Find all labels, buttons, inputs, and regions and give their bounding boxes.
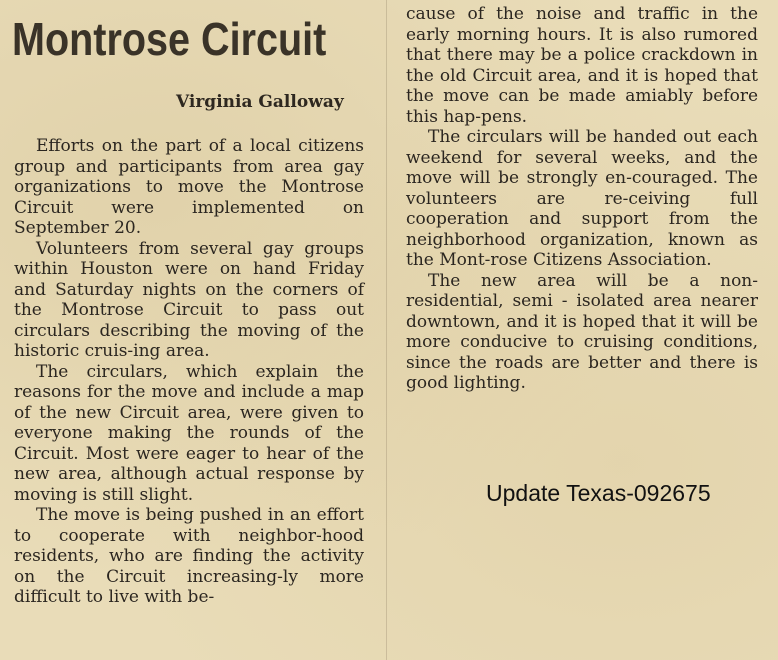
paragraph-continued: cause of the noise and traffic in the early morning hours. It is also rumored that there may be a police crackdown in the old Circuit area, and it is hoped that the move can be made amiably before this hap-pens. (406, 4, 758, 127)
column-divider (386, 0, 387, 660)
paragraph: The circulars will be handed out each weekend for several weeks, and the move will be strongly en-couraged. The volunteers are re-ceiving full cooperation and support from the neighborhood organization, known as the Mont-rose Citizens Association. (406, 127, 758, 270)
left-column (14, 136, 364, 608)
right-column (406, 4, 758, 394)
paragraph: The new area will be a non-residential, semi - isolated area nearer downtown, and it is hoped that it will be more conducive to cruising conditions, since the roads are better and there is good lighting. (406, 270, 758, 393)
source-label: Update Texas-092675 (486, 480, 711, 506)
paragraph: The move is being pushed in an effort to cooperate with neighbor-hood residents, who are finding the activity on the Circuit increasing-ly more difficult to live with be- (14, 505, 364, 607)
paragraph: The circulars, which explain the reasons for the move and include a map of the new Circuit area, were given to everyone making the rounds of the Circuit. Most were eager to hear of the new area, although actual response by moving is still slight. (14, 361, 364, 505)
article-headline: Montrose Circuit (12, 13, 327, 65)
article-byline: Virginia Galloway (176, 92, 344, 112)
paragraph: Volunteers from several gay groups within Houston were on hand Friday and Saturday nights on the corners of the Montrose Circuit to pass out circulars describing the moving of the historic cruis-ing area. (14, 238, 364, 361)
paragraph: Efforts on the part of a local citizens group and participants from area gay organizations to move the Montrose Circuit were implemented on September 20. (14, 136, 364, 238)
